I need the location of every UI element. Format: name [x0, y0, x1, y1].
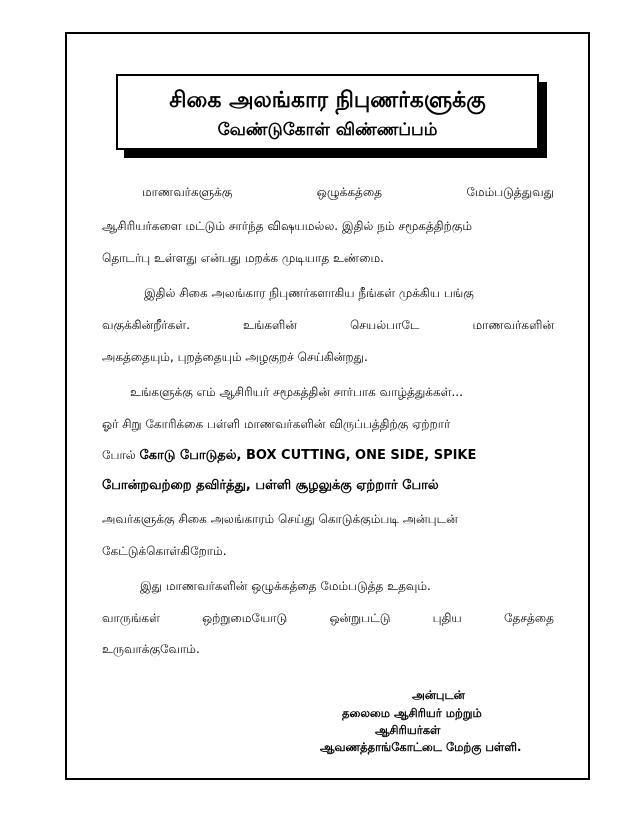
paragraph-2-word: செயல்பாடே — [349, 318, 420, 332]
paragraph-2-word: உங்களின் — [242, 318, 297, 332]
notice-subtitle: வேண்டுகோள் விண்ணப்பம் — [217, 120, 438, 140]
paragraph-2-word: மாணவர்களின் — [472, 318, 554, 332]
paragraph-3-line-2: ஓர் சிறு கோரிக்கை பள்ளி மாணவர்களின் விருப்பத்திற்கு ஏற்றார் — [102, 417, 451, 431]
paragraph-1-line-1 — [102, 184, 554, 200]
paragraph-3-line-1: உங்களுக்கு எம் ஆசிரியர் சமூகத்தின் சார்பாக வாழ்த்துக்கள்... — [130, 385, 463, 399]
paragraph-4-line-1: இது மாணவர்களின் ஒழுக்கத்தை மேம்படுத்த உதவும். — [140, 579, 431, 593]
paragraph-4-line-3: உருவாக்குவோம். — [102, 642, 200, 656]
paragraph-3-line-4: போன்றவற்றை தவிர்த்து, பள்ளி சூழலுக்கு ஏற்றார் போல் — [102, 478, 439, 493]
signature-head-teacher: தலைமை ஆசிரியர் மற்றும் — [342, 706, 482, 720]
paragraph-4-line-2 — [102, 610, 554, 626]
paragraph-3-lead-word: போல் — [102, 448, 136, 462]
notice-title: சிகை அலங்கார நிபுணர்களுக்கு — [169, 88, 486, 113]
paragraph-4-word: ஒற்றுமையோடு — [202, 611, 288, 625]
paragraph-3-line-5: அவர்களுக்கு சிகை அலங்காரம் செய்து கொடுக்கும்படி அன்புடன் — [102, 512, 458, 526]
paragraph-4-word: புதிய — [432, 611, 462, 625]
paragraph-2-line-1: இதில் சிகை அலங்கார நிபுணர்களாகிய நீங்கள் முக்கிய பங்கு — [144, 286, 474, 300]
title-box — [116, 74, 539, 150]
paragraph-4-word: வாருங்கள் — [102, 611, 160, 625]
paragraph-2-word: வகுக்கின்றீர்கள். — [102, 318, 190, 332]
paragraph-3-line-6: கேட்டுக்கொள்கிறோம். — [102, 544, 227, 558]
hairstyle-list-highlight: கோடு போடுதல், BOX CUTTING, ONE SIDE, SPIKE — [139, 448, 477, 463]
paragraph-1-word: மாணவர்களுக்கு — [142, 185, 233, 199]
signature-closing: அன்புடன் — [412, 688, 465, 702]
paragraph-1-line-3: தொடர்பு உள்ளது என்பது மறக்க முடியாத உண்மை. — [102, 251, 384, 265]
paragraph-2-line-3: அகத்தையும், புறத்தையும் அழகுறச் செய்கின்றது. — [102, 350, 368, 364]
paragraph-1-word: மேம்படுத்துவது — [466, 185, 554, 199]
paragraph-1-word: ஒழுக்கத்தை — [316, 185, 382, 199]
paragraph-4-word: ஒன்றுபட்டு — [329, 611, 391, 625]
signature-school-name: ஆவணத்தாங்கோட்டை மேற்கு பள்ளி. — [320, 740, 522, 754]
paragraph-4-word: தேசத்தை — [504, 611, 554, 625]
paragraph-3-line-3 — [102, 447, 554, 464]
paragraph-2-line-2 — [102, 317, 554, 333]
paragraph-1-line-2: ஆசிரியர்களை மட்டும் சார்ந்த விஷயமல்ல. இதில் நம் சமூகத்திற்கும் — [102, 219, 473, 233]
signature-teachers: ஆசிரியர்கள் — [375, 723, 441, 737]
